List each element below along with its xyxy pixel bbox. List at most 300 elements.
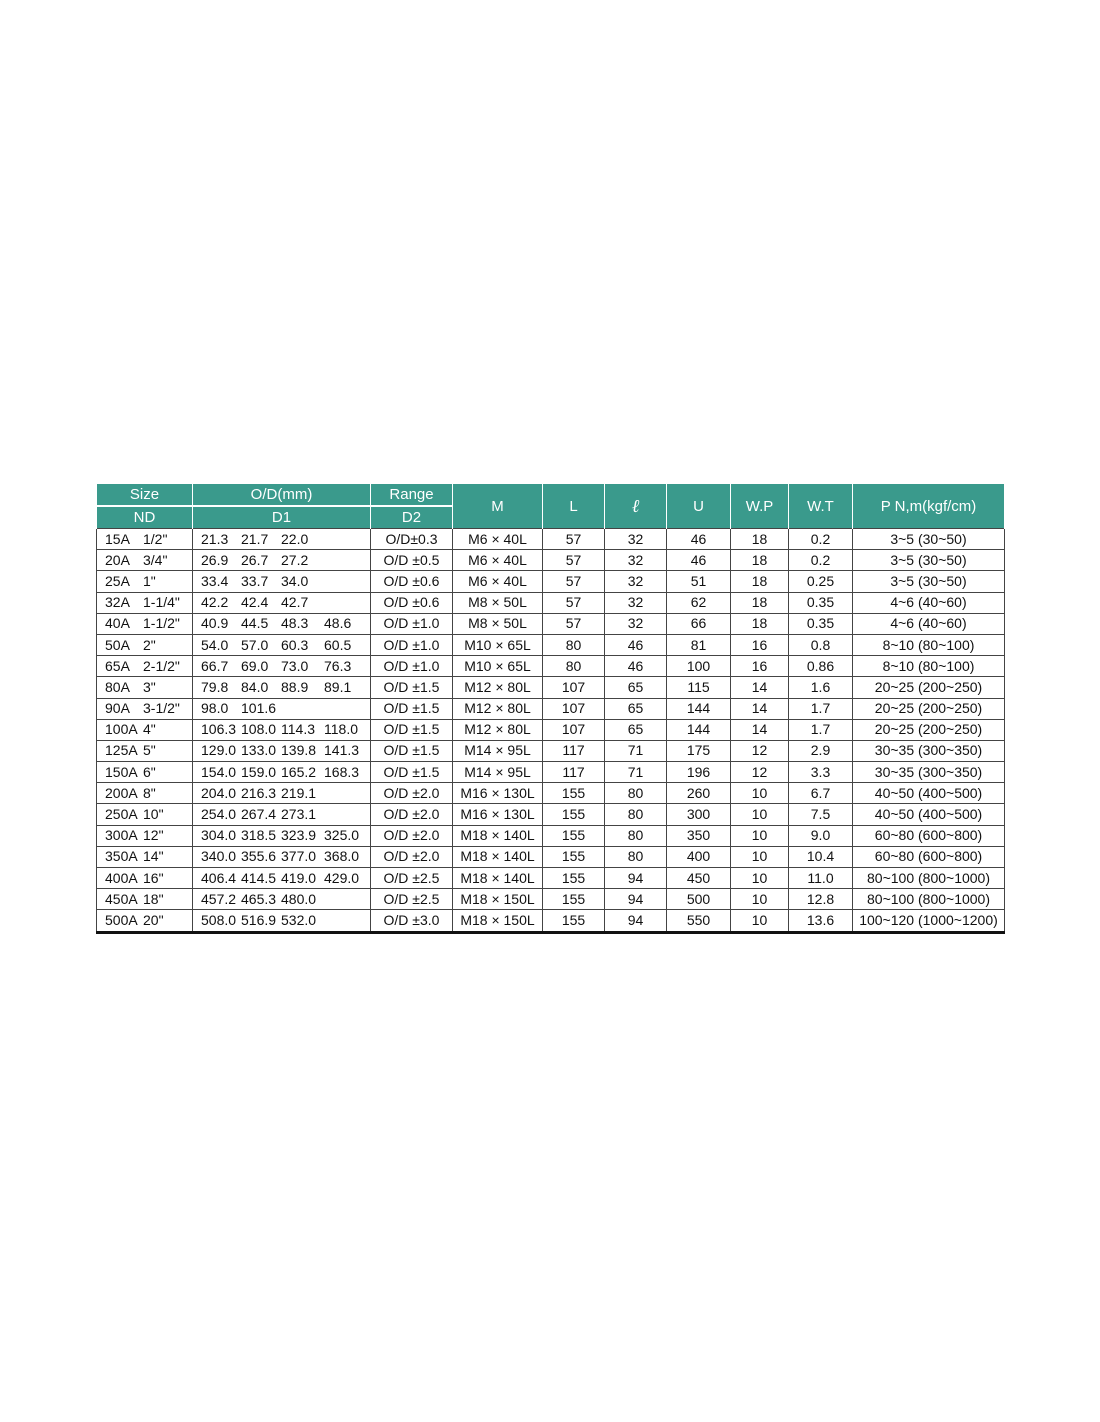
pressure-rating-cell: 8~10 (80~100) — [853, 656, 1005, 677]
pressure-rating-cell: 3~5 (30~50) — [853, 529, 1005, 550]
od-value: 254.0 — [201, 806, 237, 823]
od-value: 141.3 — [324, 742, 360, 759]
length-cell: 57 — [543, 550, 605, 571]
od-value: 304.0 — [201, 827, 237, 844]
nd-value: 150A — [105, 763, 138, 780]
od-value: 84.0 — [241, 678, 269, 695]
length-cell: 155 — [543, 825, 605, 846]
bolt-cell: M14 × 95L — [453, 762, 543, 783]
od-value: 34.0 — [281, 572, 309, 589]
range-cell: O/D ±1.5 — [371, 719, 453, 740]
od-cell — [193, 762, 371, 783]
od-value: 429.0 — [324, 869, 360, 886]
od-value: 33.7 — [241, 572, 269, 589]
od-value: 22.0 — [281, 530, 309, 547]
working-pressure-cell: 18 — [731, 571, 789, 592]
od-cell — [193, 529, 371, 550]
ell-cell: 32 — [605, 550, 667, 571]
u-cell: 46 — [667, 529, 731, 550]
inch-value: 5" — [143, 742, 156, 759]
nd-value: 250A — [105, 806, 138, 823]
header-l: L — [543, 484, 605, 529]
header-od: O/D(mm) — [193, 484, 371, 506]
od-value: 129.0 — [201, 742, 237, 759]
od-value: 48.3 — [281, 615, 309, 632]
pressure-rating-cell: 80~100 (800~1000) — [853, 889, 1005, 910]
weight-cell: 0.35 — [789, 613, 853, 634]
od-value: 325.0 — [324, 827, 360, 844]
length-cell: 155 — [543, 910, 605, 932]
od-value: 54.0 — [201, 636, 229, 653]
table-body — [97, 529, 1005, 933]
length-cell: 155 — [543, 868, 605, 889]
od-value: 60.5 — [324, 636, 352, 653]
working-pressure-cell: 10 — [731, 889, 789, 910]
nd-value: 300A — [105, 827, 138, 844]
bolt-cell: M6 × 40L — [453, 550, 543, 571]
header-nd: ND — [97, 506, 193, 529]
inch-value: 2" — [143, 636, 156, 653]
inch-value: 1" — [143, 572, 156, 589]
working-pressure-cell: 18 — [731, 613, 789, 634]
bolt-cell: M10 × 65L — [453, 656, 543, 677]
header-pn: P N,m(kgf/cm) — [853, 484, 1005, 529]
length-cell: 155 — [543, 804, 605, 825]
working-pressure-cell: 16 — [731, 634, 789, 655]
header-wt: W.T — [789, 484, 853, 529]
u-cell: 450 — [667, 868, 731, 889]
ell-cell: 65 — [605, 677, 667, 698]
inch-value: 20" — [143, 911, 164, 928]
od-value: 508.0 — [201, 911, 237, 928]
pressure-rating-cell: 3~5 (30~50) — [853, 571, 1005, 592]
u-cell: 260 — [667, 783, 731, 804]
size-cell — [97, 719, 193, 740]
bolt-cell: M8 × 50L — [453, 592, 543, 613]
nd-value: 40A — [105, 615, 130, 632]
working-pressure-cell: 14 — [731, 677, 789, 698]
table-row — [97, 550, 1005, 571]
nd-value: 125A — [105, 742, 138, 759]
od-cell — [193, 804, 371, 825]
working-pressure-cell: 16 — [731, 656, 789, 677]
weight-cell: 13.6 — [789, 910, 853, 932]
weight-cell: 0.2 — [789, 550, 853, 571]
table-header — [97, 484, 1005, 529]
od-cell — [193, 910, 371, 932]
od-cell — [193, 592, 371, 613]
nd-value: 350A — [105, 848, 138, 865]
bolt-cell: M18 × 140L — [453, 868, 543, 889]
u-cell: 144 — [667, 698, 731, 719]
od-value: 273.1 — [281, 806, 317, 823]
table-row — [97, 889, 1005, 910]
inch-value: 3/4" — [143, 551, 168, 568]
od-cell — [193, 740, 371, 761]
od-cell — [193, 571, 371, 592]
od-value: 516.9 — [241, 911, 277, 928]
u-cell: 350 — [667, 825, 731, 846]
ell-cell: 32 — [605, 529, 667, 550]
size-cell — [97, 656, 193, 677]
u-cell: 196 — [667, 762, 731, 783]
table-row — [97, 740, 1005, 761]
od-value: 57.0 — [241, 636, 269, 653]
size-cell — [97, 889, 193, 910]
range-cell: O/D ±2.5 — [371, 889, 453, 910]
working-pressure-cell: 10 — [731, 910, 789, 932]
bolt-cell: M18 × 150L — [453, 910, 543, 932]
weight-cell: 9.0 — [789, 825, 853, 846]
od-value: 42.7 — [281, 594, 309, 611]
od-value: 108.0 — [241, 721, 277, 738]
range-cell: O/D ±2.0 — [371, 825, 453, 846]
od-value: 60.3 — [281, 636, 309, 653]
bolt-cell: M10 × 65L — [453, 634, 543, 655]
weight-cell: 11.0 — [789, 868, 853, 889]
bolt-cell: M8 × 50L — [453, 613, 543, 634]
size-cell — [97, 613, 193, 634]
length-cell: 57 — [543, 592, 605, 613]
weight-cell: 1.7 — [789, 698, 853, 719]
table-row — [97, 592, 1005, 613]
inch-value: 1-1/2" — [143, 615, 180, 632]
inch-value: 3-1/2" — [143, 700, 180, 717]
bolt-cell: M18 × 140L — [453, 825, 543, 846]
nd-value: 25A — [105, 572, 130, 589]
od-value: 69.0 — [241, 657, 269, 674]
weight-cell: 0.35 — [789, 592, 853, 613]
length-cell: 117 — [543, 740, 605, 761]
od-value: 40.9 — [201, 615, 229, 632]
table-row — [97, 825, 1005, 846]
header-size: Size — [97, 484, 193, 506]
pressure-rating-cell: 3~5 (30~50) — [853, 550, 1005, 571]
weight-cell: 2.9 — [789, 740, 853, 761]
bolt-cell: M12 × 80L — [453, 719, 543, 740]
header-u: U — [667, 484, 731, 529]
length-cell: 57 — [543, 613, 605, 634]
ell-cell: 94 — [605, 910, 667, 932]
table-row — [97, 762, 1005, 783]
ell-cell: 80 — [605, 825, 667, 846]
pressure-rating-cell: 20~25 (200~250) — [853, 698, 1005, 719]
od-value: 76.3 — [324, 657, 352, 674]
ell-cell: 94 — [605, 868, 667, 889]
table-row — [97, 698, 1005, 719]
u-cell: 81 — [667, 634, 731, 655]
od-value: 66.7 — [201, 657, 229, 674]
bolt-cell: M12 × 80L — [453, 677, 543, 698]
od-value: 377.0 — [281, 848, 317, 865]
table-row — [97, 613, 1005, 634]
pressure-rating-cell: 60~80 (600~800) — [853, 825, 1005, 846]
inch-value: 6" — [143, 763, 156, 780]
length-cell: 57 — [543, 571, 605, 592]
ell-cell: 80 — [605, 783, 667, 804]
od-value: 168.3 — [324, 763, 360, 780]
od-cell — [193, 825, 371, 846]
pressure-rating-cell: 100~120 (1000~1200) — [853, 910, 1005, 932]
range-cell: O/D ±0.6 — [371, 571, 453, 592]
ell-cell: 71 — [605, 762, 667, 783]
working-pressure-cell: 18 — [731, 592, 789, 613]
u-cell: 175 — [667, 740, 731, 761]
pressure-rating-cell: 40~50 (400~500) — [853, 804, 1005, 825]
od-value: 106.3 — [201, 721, 237, 738]
working-pressure-cell: 18 — [731, 529, 789, 550]
od-cell — [193, 656, 371, 677]
bolt-cell: M16 × 130L — [453, 783, 543, 804]
od-value: 219.1 — [281, 784, 317, 801]
pressure-rating-cell: 4~6 (40~60) — [853, 613, 1005, 634]
nd-value: 500A — [105, 911, 138, 928]
od-value: 139.8 — [281, 742, 317, 759]
working-pressure-cell: 18 — [731, 550, 789, 571]
range-cell: O/D ±2.0 — [371, 804, 453, 825]
weight-cell: 3.3 — [789, 762, 853, 783]
length-cell: 107 — [543, 698, 605, 719]
header-d1: D1 — [193, 506, 371, 529]
length-cell: 117 — [543, 762, 605, 783]
od-value: 159.0 — [241, 763, 277, 780]
od-value: 48.6 — [324, 615, 352, 632]
nd-value: 90A — [105, 700, 130, 717]
header-wp: W.P — [731, 484, 789, 529]
nd-value: 100A — [105, 721, 138, 738]
od-value: 26.7 — [241, 551, 269, 568]
working-pressure-cell: 14 — [731, 698, 789, 719]
u-cell: 66 — [667, 613, 731, 634]
od-value: 89.1 — [324, 678, 352, 695]
size-cell — [97, 740, 193, 761]
inch-value: 3" — [143, 678, 156, 695]
od-cell — [193, 868, 371, 889]
size-cell — [97, 529, 193, 550]
ell-cell: 80 — [605, 804, 667, 825]
u-cell: 144 — [667, 719, 731, 740]
pressure-rating-cell: 30~35 (300~350) — [853, 740, 1005, 761]
nd-value: 65A — [105, 657, 130, 674]
u-cell: 62 — [667, 592, 731, 613]
pressure-rating-cell: 30~35 (300~350) — [853, 762, 1005, 783]
size-cell — [97, 910, 193, 932]
range-cell: O/D ±1.5 — [371, 677, 453, 698]
bolt-cell: M18 × 140L — [453, 846, 543, 867]
od-value: 44.5 — [241, 615, 269, 632]
table-row — [97, 529, 1005, 550]
u-cell: 115 — [667, 677, 731, 698]
ell-cell: 32 — [605, 571, 667, 592]
size-cell — [97, 550, 193, 571]
od-value: 532.0 — [281, 911, 317, 928]
bolt-cell: M18 × 150L — [453, 889, 543, 910]
weight-cell: 12.8 — [789, 889, 853, 910]
working-pressure-cell: 10 — [731, 783, 789, 804]
table-row — [97, 868, 1005, 889]
working-pressure-cell: 10 — [731, 804, 789, 825]
od-value: 79.8 — [201, 678, 229, 695]
pressure-rating-cell: 20~25 (200~250) — [853, 677, 1005, 698]
inch-value: 4" — [143, 721, 156, 738]
length-cell: 155 — [543, 889, 605, 910]
header-range: Range — [371, 484, 453, 506]
u-cell: 300 — [667, 804, 731, 825]
range-cell: O/D ±1.5 — [371, 740, 453, 761]
od-value: 27.2 — [281, 551, 309, 568]
inch-value: 18" — [143, 890, 164, 907]
ell-cell: 46 — [605, 634, 667, 655]
bolt-cell: M6 × 40L — [453, 571, 543, 592]
od-cell — [193, 719, 371, 740]
size-cell — [97, 592, 193, 613]
weight-cell: 10.4 — [789, 846, 853, 867]
inch-value: 14" — [143, 848, 164, 865]
table-row — [97, 677, 1005, 698]
nd-value: 50A — [105, 636, 130, 653]
range-cell: O/D ±2.0 — [371, 783, 453, 804]
od-value: 73.0 — [281, 657, 309, 674]
nd-value: 32A — [105, 594, 130, 611]
od-value: 480.0 — [281, 890, 317, 907]
od-value: 154.0 — [201, 763, 237, 780]
weight-cell: 0.25 — [789, 571, 853, 592]
pressure-rating-cell: 60~80 (600~800) — [853, 846, 1005, 867]
ell-cell: 32 — [605, 592, 667, 613]
working-pressure-cell: 10 — [731, 846, 789, 867]
bolt-cell: M16 × 130L — [453, 804, 543, 825]
u-cell: 46 — [667, 550, 731, 571]
length-cell: 155 — [543, 846, 605, 867]
od-value: 21.7 — [241, 530, 269, 547]
length-cell: 107 — [543, 677, 605, 698]
od-value: 419.0 — [281, 869, 317, 886]
od-value: 318.5 — [241, 827, 277, 844]
pressure-rating-cell: 8~10 (80~100) — [853, 634, 1005, 655]
pressure-rating-cell: 40~50 (400~500) — [853, 783, 1005, 804]
header-m: M — [453, 484, 543, 529]
range-cell: O/D ±1.0 — [371, 613, 453, 634]
pressure-rating-cell: 4~6 (40~60) — [853, 592, 1005, 613]
od-value: 133.0 — [241, 742, 277, 759]
range-cell: O/D ±2.0 — [371, 846, 453, 867]
table-row — [97, 910, 1005, 932]
range-cell: O/D±0.3 — [371, 529, 453, 550]
nd-value: 400A — [105, 869, 138, 886]
range-cell: O/D ±1.5 — [371, 698, 453, 719]
od-value: 368.0 — [324, 848, 360, 865]
working-pressure-cell: 14 — [731, 719, 789, 740]
working-pressure-cell: 12 — [731, 740, 789, 761]
pressure-rating-cell: 20~25 (200~250) — [853, 719, 1005, 740]
od-value: 26.9 — [201, 551, 229, 568]
od-value: 98.0 — [201, 700, 229, 717]
inch-value: 2-1/2" — [143, 657, 180, 674]
inch-value: 1-1/4" — [143, 594, 180, 611]
weight-cell: 7.5 — [789, 804, 853, 825]
od-value: 21.3 — [201, 530, 229, 547]
working-pressure-cell: 10 — [731, 868, 789, 889]
table-row — [97, 719, 1005, 740]
od-cell — [193, 846, 371, 867]
inch-value: 8" — [143, 784, 156, 801]
size-cell — [97, 804, 193, 825]
od-value: 101.6 — [241, 700, 277, 717]
nd-value: 450A — [105, 890, 138, 907]
u-cell: 500 — [667, 889, 731, 910]
working-pressure-cell: 12 — [731, 762, 789, 783]
weight-cell: 1.7 — [789, 719, 853, 740]
bolt-cell: M12 × 80L — [453, 698, 543, 719]
od-value: 406.4 — [201, 869, 237, 886]
weight-cell: 6.7 — [789, 783, 853, 804]
nd-value: 200A — [105, 784, 138, 801]
inch-value: 16" — [143, 869, 164, 886]
length-cell: 80 — [543, 656, 605, 677]
length-cell: 57 — [543, 529, 605, 550]
ell-cell: 32 — [605, 613, 667, 634]
pressure-rating-cell: 80~100 (800~1000) — [853, 868, 1005, 889]
nd-value: 20A — [105, 551, 130, 568]
bolt-cell: M6 × 40L — [453, 529, 543, 550]
od-value: 204.0 — [201, 784, 237, 801]
range-cell: O/D ±1.5 — [371, 762, 453, 783]
od-value: 42.2 — [201, 594, 229, 611]
ell-cell: 80 — [605, 846, 667, 867]
inch-value: 10" — [143, 806, 164, 823]
u-cell: 550 — [667, 910, 731, 932]
od-value: 267.4 — [241, 806, 277, 823]
range-cell: O/D ±0.6 — [371, 592, 453, 613]
nd-value: 15A — [105, 530, 130, 547]
length-cell: 80 — [543, 634, 605, 655]
range-cell: O/D ±1.0 — [371, 656, 453, 677]
inch-value: 1/2" — [143, 530, 168, 547]
range-cell: O/D ±3.0 — [371, 910, 453, 932]
size-cell — [97, 868, 193, 889]
weight-cell: 0.2 — [789, 529, 853, 550]
table-row — [97, 571, 1005, 592]
od-cell — [193, 550, 371, 571]
table-row — [97, 634, 1005, 655]
od-cell — [193, 698, 371, 719]
od-value: 465.3 — [241, 890, 277, 907]
header-ell: ℓ — [605, 484, 667, 529]
ell-cell: 71 — [605, 740, 667, 761]
u-cell: 51 — [667, 571, 731, 592]
od-value: 414.5 — [241, 869, 277, 886]
working-pressure-cell: 10 — [731, 825, 789, 846]
ell-cell: 94 — [605, 889, 667, 910]
bolt-cell: M14 × 95L — [453, 740, 543, 761]
ell-cell: 46 — [605, 656, 667, 677]
ell-cell: 65 — [605, 698, 667, 719]
od-value: 114.3 — [281, 721, 315, 738]
size-cell — [97, 698, 193, 719]
size-cell — [97, 846, 193, 867]
od-value: 165.2 — [281, 763, 317, 780]
length-cell: 107 — [543, 719, 605, 740]
size-cell — [97, 783, 193, 804]
table-row — [97, 804, 1005, 825]
table-row — [97, 656, 1005, 677]
size-cell — [97, 634, 193, 655]
weight-cell: 0.86 — [789, 656, 853, 677]
size-cell — [97, 762, 193, 783]
ell-cell: 65 — [605, 719, 667, 740]
od-cell — [193, 613, 371, 634]
table-row — [97, 783, 1005, 804]
